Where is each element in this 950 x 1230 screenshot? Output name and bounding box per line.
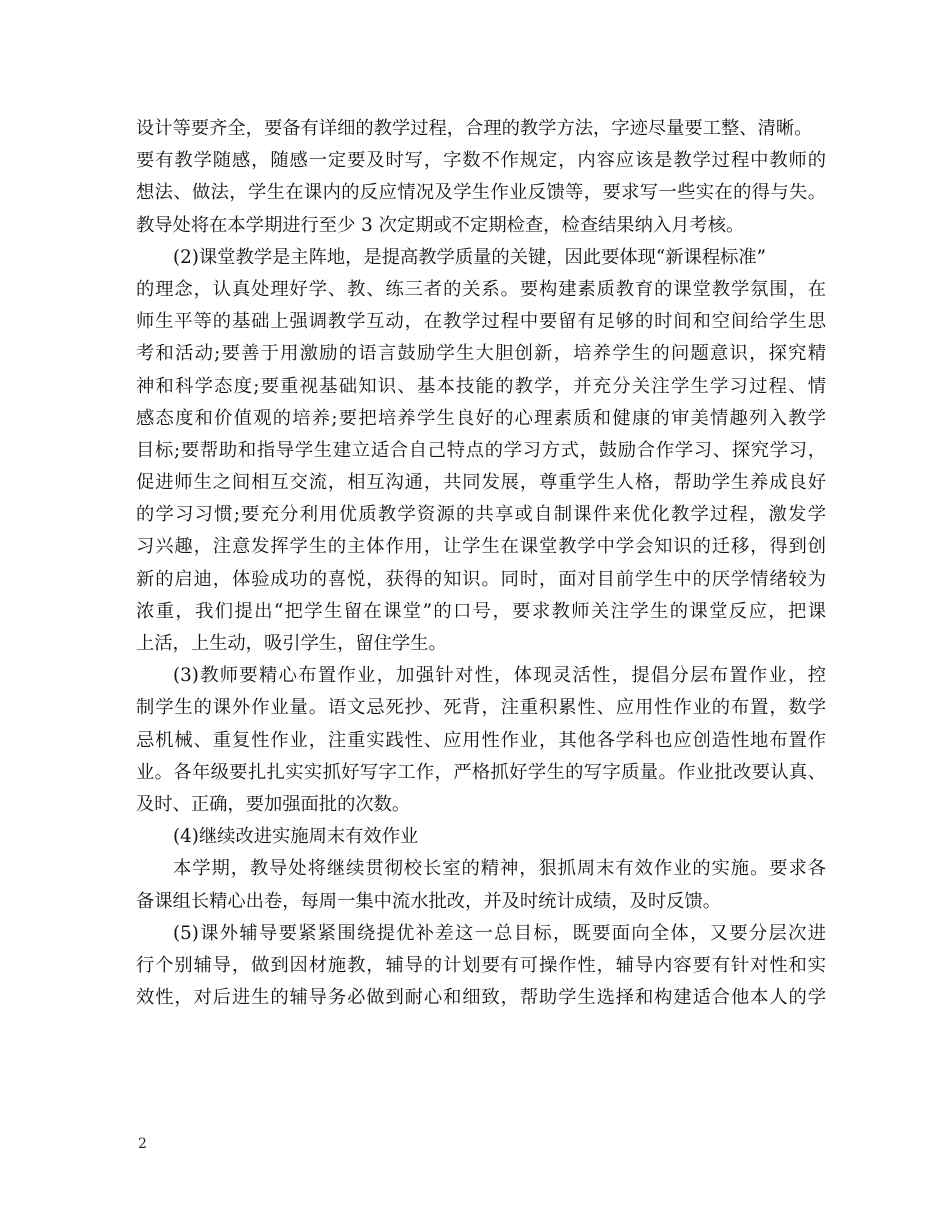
text-line: (5)课外辅导要紧紧围绕提优补差这一总目标，既要面向全体，又要分层次进 — [173, 922, 826, 944]
text-line: 备课组长精心出卷，每周一集中流水批改，并及时统计成绩，及时反馈。 — [136, 890, 721, 912]
text-line: 要有教学随感，随感一定要及时写，字数不作规定，内容应该是教学过程中教师的 — [136, 150, 826, 172]
text-line: 目标;要帮助和指导学生建立适合自己特点的学习方式，鼓励合作学习、探究学习， — [136, 439, 826, 461]
text-line: 上活，上生动，吸引学生，留住学生。 — [136, 633, 447, 654]
text-line: (3)教师要精心布置作业，加强针对性，体现灵活性，提倡分层布置作业，控 — [173, 665, 826, 687]
text-line: 师生平等的基础上强调教学互动，在教学过程中要留有足够的时间和空间给学生思 — [136, 311, 826, 333]
text-line: 本学期，教导处将继续贯彻校长室的精神，狠抓周末有效作业的实施。要求各 — [173, 858, 826, 880]
text-line: 忌机械、重复性作业，注重实践性、应用性作业，其他各学科也应创造性地布置作 — [136, 729, 826, 751]
text-line: 效性，对后进生的辅导务必做到耐心和细致，帮助学生选择和构建适合他本人的学 — [136, 987, 826, 1009]
text-line: 教导处将在本学期进行至少 3 次定期或不定期检查，检查结果纳入月考核。 — [136, 214, 745, 236]
page-number: 2 — [138, 1136, 147, 1152]
text-line: (4)继续改进实施周末有效作业 — [173, 826, 419, 848]
text-line: 考和活动;要善于用激励的语言鼓励学生大胆创新，培养学生的问题意识，探究精 — [136, 343, 826, 365]
text-line: 习兴趣，注意发挥学生的主体作用，让学生在课堂教学中学会知识的迁移，得到创 — [136, 536, 826, 558]
text-line: 神和科学态度;要重视基础知识、基本技能的教学，并充分关注学生学习过程、情 — [136, 375, 826, 397]
text-line: 制学生的课外作业量。语文忌死抄、死背，注重积累性、应用性作业的布置，数学 — [136, 697, 826, 719]
text-line: 促进师生之间相互交流，相互沟通，共同发展，尊重学生人格，帮助学生养成良好 — [136, 472, 826, 494]
text-line: 行个别辅导，做到因材施教，辅导的计划要有可操作性，辅导内容要有针对性和实 — [136, 954, 826, 976]
text-line: 业。各年级要扎扎实实抓好写字工作，严格抓好学生的写字质量。作业批改要认真、 — [136, 761, 826, 783]
text-line: 的学习习惯;要充分利用优质教学资源的共享或自制课件来优化教学过程，激发学 — [136, 504, 826, 526]
text-line: 及时、正确，要加强面批的次数。 — [136, 793, 411, 815]
text-line: 浓重，我们提出“把学生留在课堂”的口号，要求教师关注学生的课堂反应，把课 — [136, 600, 826, 622]
text-line: 新的启迪，体验成功的喜悦，获得的知识。同时，面对目前学生中的厌学情绪较为 — [136, 568, 826, 590]
text-line: 的理念，认真处理好学、教、练三者的关系。要构建素质教育的课堂教学氛围，在 — [136, 278, 826, 300]
text-line: 感态度和价值观的培养;要把培养学生良好的心理素质和健康的审美情趣列入教学 — [136, 407, 826, 429]
body-text — [136, 113, 826, 1014]
text-line: 设计等要齐全，要备有详细的教学过程，合理的教学方法，字迹尽量要工整、清晰。 — [136, 118, 813, 139]
text-line: (2)课堂教学是主阵地，是提高教学质量的关键，因此要体现“新课程标准” — [173, 246, 767, 268]
text-line: 想法、做法，学生在课内的反应情况及学生作业反馈等，要求写一些实在的得与失。 — [136, 182, 826, 204]
